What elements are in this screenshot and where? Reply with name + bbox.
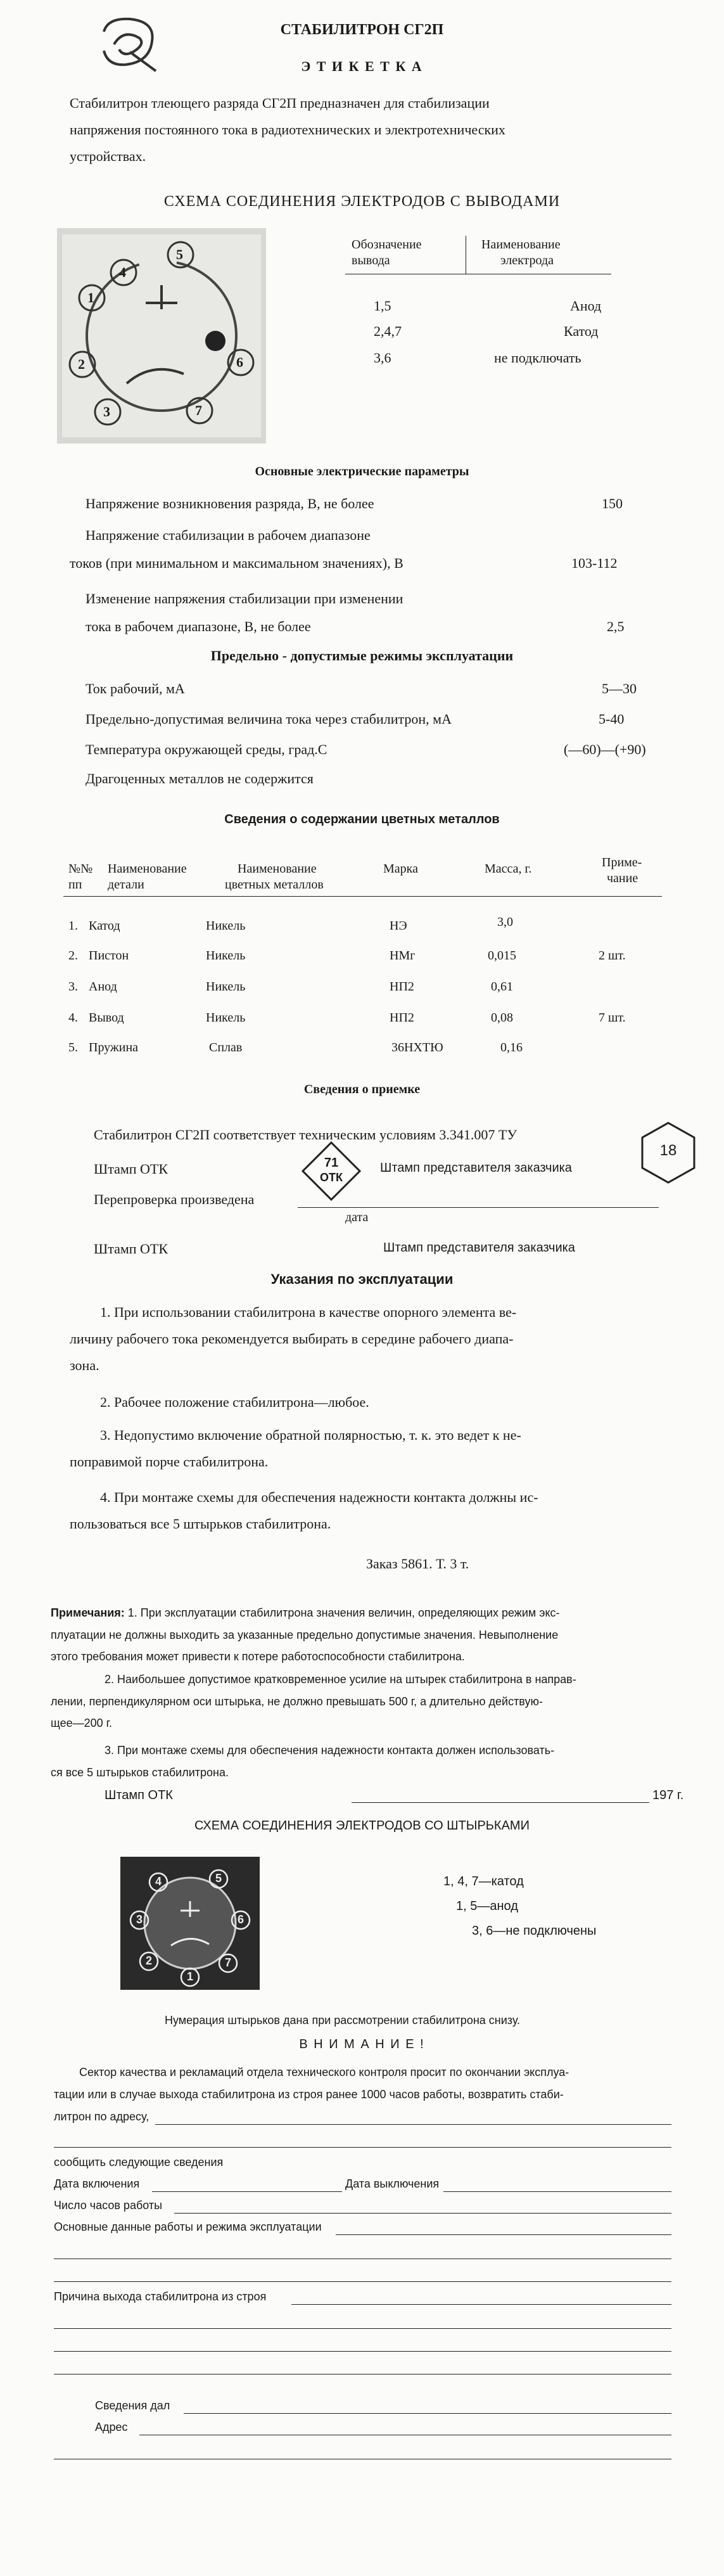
notes-n2-l2: лении, перпендикулярном оси штырька, не должно превышать 500 г, а длительно действую-: [51, 1695, 543, 1708]
param-3-value: 2,5: [607, 618, 625, 634]
acceptance-line1: Стабилитрон СГ2П соответствует техническим условиям 3.341.007 ТУ: [94, 1127, 517, 1143]
limit-1-value: 5—30: [602, 681, 637, 696]
params-title: Основные электрические параметры: [255, 465, 469, 478]
metal-row-2-part: Пистон: [89, 949, 129, 963]
attention-info-by: Сведения дал: [95, 2399, 170, 2412]
metal-row-1-mass: 3,0: [497, 915, 513, 929]
limit-2-label: Предельно-допустимая величина тока через стабилитрон, мА: [86, 711, 452, 727]
scheme2-line3: 3, 6—не подключены: [472, 1924, 597, 1938]
scheme1-col2-line1: Наименование: [481, 238, 561, 252]
scheme1-col1-line1: Обозначение: [352, 238, 422, 252]
hex-stamp: [640, 1120, 697, 1185]
metal-row-3-part: Анод: [89, 980, 117, 994]
order-number: Заказ 5861. Т. 3 т.: [366, 1556, 469, 1572]
attention-failure: Причина выхода стабилитрона из строя: [54, 2290, 267, 2303]
notes-year: 197 г.: [652, 1788, 684, 1802]
metals-hdr-note-2: чание: [607, 871, 638, 885]
recheck-label: Перепроверка произведена: [94, 1191, 255, 1207]
usage-p4-l1: 4. При монтаже схемы для обеспечения надежности контакта должны ис-: [100, 1489, 538, 1505]
pin2-label-4: 4: [155, 1875, 162, 1888]
scheme2-title: СХЕМА СОЕДИНЕНИЯ ЭЛЕКТРОДОВ СО ШТЫРЬКАМИ: [194, 1819, 530, 1833]
pin-label-2: 2: [78, 356, 85, 372]
otk-stamp-label-2: Штамп ОТК: [94, 1241, 168, 1257]
pin-diagram-1: [57, 228, 266, 444]
attention-date-on: Дата включения: [54, 2177, 140, 2190]
notes-n3-l1: 3. При монтаже схемы для обеспечения надежности контакта должен использовать-: [105, 1744, 555, 1757]
metals-hdr-note-1: Приме-: [602, 855, 642, 869]
notes-n2-l1: 2. Наибольшее допустимое кратковременное усилие на штырек стабилитрона в направ-: [105, 1673, 576, 1686]
metals-hdr-mass: Масса, г.: [485, 862, 532, 876]
metal-row-2-metal: Никель: [206, 949, 246, 963]
scheme2-line1: 1, 4, 7—катод: [443, 1874, 524, 1888]
usage-title: Указания по эксплуатации: [270, 1271, 454, 1287]
metals-hdr-num-2: пп: [68, 878, 82, 892]
param-1-label: Напряжение возникновения разряда, В, не более: [86, 496, 374, 511]
limit-1-label: Ток рабочий, мА: [86, 681, 185, 696]
pin-diagram-2: [120, 1857, 260, 1990]
pin-row-1-name: Анод: [570, 298, 602, 314]
metal-row-4-metal: Никель: [206, 1011, 246, 1025]
scheme2-caption: Нумерация штырьков дана при рассмотрении стабилитрона снизу.: [165, 2014, 521, 2027]
metal-row-1-n: 1.: [68, 919, 78, 933]
customer-stamp-label-2: Штамп представителя заказчика: [383, 1241, 575, 1255]
scheme2-line2: 1, 5—анод: [456, 1899, 518, 1913]
metal-row-1-part: Катод: [89, 919, 120, 933]
date-label: дата: [345, 1210, 369, 1224]
attention-title: В Н И М А Н И Е !: [299, 2037, 425, 2051]
param-2-value: 103-112: [571, 555, 618, 571]
pin2-label-2: 2: [146, 1954, 153, 1967]
limits-title: Предельно - допустимые режимы эксплуатации: [210, 648, 514, 663]
attention-p-l1: Сектор качества и рекламаций отдела технического контроля просит по окончании эксплуа-: [79, 2066, 569, 2079]
metal-row-1-mark: НЭ: [390, 919, 407, 933]
metals-hdr-metal-2: цветных металлов: [225, 878, 324, 892]
metal-row-2-n: 2.: [68, 949, 78, 963]
notes-otk: Штамп ОТК: [105, 1788, 173, 1802]
metal-row-5-mark: 36НХТЮ: [391, 1041, 443, 1054]
pin-label-1: 1: [87, 290, 94, 305]
pin2-label-3: 3: [136, 1913, 143, 1926]
metal-row-4-n: 4.: [68, 1011, 78, 1025]
metal-row-3-metal: Никель: [206, 980, 246, 994]
otk-stamp-label: Штамп ОТК: [94, 1161, 168, 1177]
limit-3-value: (—60)—(+90): [564, 741, 646, 757]
pin-label-6: 6: [236, 354, 243, 370]
pin-row-3-name: не подключать: [494, 350, 581, 366]
param-2-label-1: Напряжение стабилизации в рабочем диапазоне: [86, 527, 371, 543]
usage-p4-l2: пользоваться все 5 штырьков стабилитрона.: [70, 1516, 331, 1532]
metal-row-3-mass: 0,61: [491, 980, 513, 994]
attention-date-off: Дата выключения: [345, 2177, 440, 2190]
metals-hdr-part-2: детали: [108, 878, 144, 892]
attention-p-l3: литрон по адресу,: [54, 2110, 149, 2123]
usage-p1-l2: личину рабочего тока рекомендуется выбирать в середине рабочего диапа-: [70, 1331, 514, 1347]
metal-row-2-note: 2 шт.: [599, 949, 626, 963]
pin-label-3: 3: [103, 404, 110, 420]
acceptance-title: Сведения о приемке: [303, 1082, 421, 1096]
metal-row-3-n: 3.: [68, 980, 78, 994]
pin-row-1-pins: 1,5: [374, 298, 391, 314]
metal-row-2-mass: 0,015: [488, 949, 516, 963]
param-1-value: 150: [602, 496, 623, 511]
scheme1-col2-line2: электрода: [500, 253, 554, 267]
otk-stamp-number: 71: [324, 1156, 339, 1170]
metal-row-1-metal: Никель: [206, 919, 246, 933]
scheme1-title: СХЕМА СОЕДИНЕНИЯ ЭЛЕКТРОДОВ С ВЫВОДАМИ: [163, 193, 561, 210]
metals-hdr-num-1: №№: [68, 862, 93, 876]
metals-hdr-metal-1: Наименование: [238, 862, 317, 876]
intro-line-2: напряжения постоянного тока в радиотехнических и электротехнических: [70, 122, 505, 138]
metal-row-5-part: Пружина: [89, 1041, 139, 1054]
pin2-label-7: 7: [225, 1956, 232, 1969]
metals-hdr-mark: Марка: [383, 862, 418, 876]
metal-row-2-mark: НМг: [390, 949, 416, 963]
usage-p1-l1: 1. При использовании стабилитрона в качестве опорного элемента ве-: [100, 1304, 517, 1320]
pin-row-3-pins: 3,6: [374, 350, 391, 366]
pin2-label-6: 6: [238, 1913, 245, 1926]
usage-p3-l2: поправимой порче стабилитрона.: [70, 1454, 269, 1470]
param-2-label-2: токов (при минимальном и максимальном значениях), В: [70, 555, 403, 571]
pin2-label-5: 5: [215, 1872, 222, 1885]
notes-n1-text-1: 1. При эксплуатации стабилитрона значения величин, определяющих режим экс-: [127, 1606, 560, 1619]
metal-row-4-mass: 0,08: [491, 1011, 513, 1025]
usage-p3-l1: 3. Недопустимо включение обратной полярностью, т. к. это ведет к не-: [100, 1427, 521, 1443]
intro-line-3: устройствах.: [70, 148, 146, 164]
metal-row-5-n: 5.: [68, 1041, 78, 1054]
notes-n1-l1: [51, 1606, 684, 1620]
limits-note: Драгоценных металлов не содержится: [86, 771, 314, 786]
otk-diamond-stamp: [301, 1141, 362, 1201]
pin-label-5: 5: [176, 247, 183, 262]
usage-p2: 2. Рабочее положение стабилитрона—любое.: [100, 1394, 369, 1410]
pin-row-2-pins: 2,4,7: [374, 323, 402, 339]
attention-address: Адрес: [95, 2421, 128, 2433]
attention-hours: Число часов работы: [54, 2199, 163, 2212]
usage-p1-l3: зона.: [70, 1357, 99, 1373]
notes-n2-l3: щее—200 г.: [51, 1717, 113, 1729]
metals-hdr-part-1: Наименование: [108, 862, 187, 876]
pin-row-2-name: Катод: [564, 323, 599, 339]
attention-main-data: Основные данные работы и режима эксплуатации: [54, 2220, 322, 2233]
hex-stamp-number: 18: [659, 1142, 677, 1159]
label-heading: Э Т И К Е Т К А: [301, 58, 423, 74]
notes-n1-l2: плуатации не должны выходить за указанные предельно допустимые значения. Невыполнение: [51, 1629, 559, 1641]
notes-label: Примечания:: [51, 1606, 125, 1619]
scheme1-col1-line2: вывода: [352, 253, 390, 267]
intro-line-1: Стабилитрон тлеющего разряда СГ2П предназначен для стабилизации: [70, 95, 490, 111]
metals-title: Сведения о содержании цветных металлов: [224, 812, 500, 826]
pin2-label-1: 1: [187, 1970, 194, 1983]
otk-stamp-text: ОТК: [320, 1171, 343, 1184]
document-title: СТАБИЛИТРОН СГ2П: [280, 22, 444, 38]
metal-row-4-part: Вывод: [89, 1011, 124, 1025]
metal-row-4-note: 7 шт.: [599, 1011, 626, 1025]
limit-2-value: 5-40: [599, 711, 625, 727]
param-3-label-1: Изменение напряжения стабилизации при изменении: [86, 591, 403, 606]
pin-label-4: 4: [119, 264, 126, 280]
limit-3-label: Температура окружающей среды, град.С: [86, 741, 327, 757]
metal-row-5-mass: 0,16: [500, 1041, 523, 1054]
attention-p-l2: тации или в случае выхода стабилитрона из строя ранее 1000 часов работы, возвратить стаби-: [54, 2088, 564, 2101]
attention-report: сообщить следующие сведения: [54, 2156, 224, 2169]
notes-n1-l3: этого требования может привести к потере работоспособности стабилитрона.: [51, 1650, 465, 1663]
metal-row-3-mark: НП2: [390, 980, 414, 994]
metal-row-4-mark: НП2: [390, 1011, 414, 1025]
param-3-label-2: тока в рабочем диапазоне, В, не более: [86, 618, 311, 634]
notes-n3-l2: ся все 5 штырьков стабилитрона.: [51, 1766, 229, 1779]
customer-stamp-label: Штамп представителя заказчика: [380, 1161, 572, 1175]
metal-row-5-metal: Сплав: [209, 1041, 243, 1054]
pin-label-7: 7: [195, 402, 202, 418]
